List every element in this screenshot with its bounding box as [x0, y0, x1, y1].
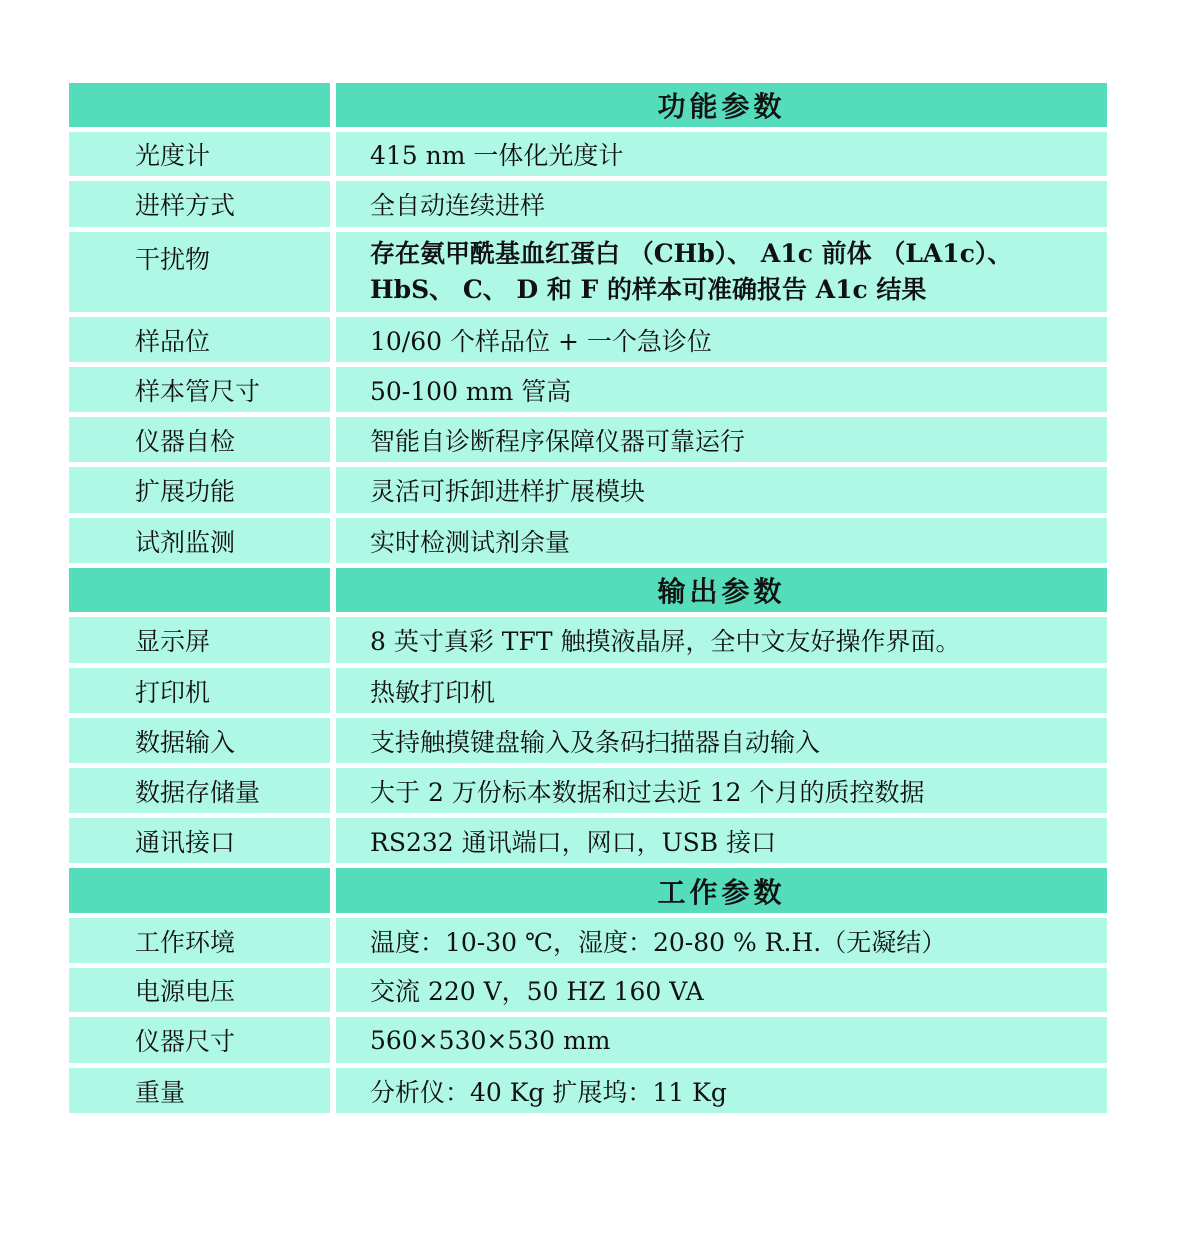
row-label: 仪器尺寸: [69, 1017, 330, 1063]
row-value: 温度：10-30 ℃，湿度：20-80 % R.H.（无凝结）: [336, 918, 1107, 963]
row-value: 全自动连续进样: [336, 181, 1107, 227]
row-value: 实时检测试剂余量: [336, 518, 1107, 563]
table-row: [69, 232, 1107, 312]
row-label: 数据存储量: [69, 768, 330, 813]
section-header-work: [69, 868, 1107, 913]
row-value: 交流 220 V，50 HZ 160 VA: [336, 968, 1107, 1012]
section-title: 工作参数: [336, 868, 1107, 913]
row-label: 进样方式: [69, 181, 330, 227]
row-label: 仪器自检: [69, 417, 330, 462]
section-header-output: [69, 568, 1107, 612]
row-label: 扩展功能: [69, 467, 330, 513]
table-row: [69, 1068, 1107, 1113]
row-value: 50-100 mm 管高: [336, 367, 1107, 412]
table-row: [69, 818, 1107, 863]
header-label-cell: [69, 868, 330, 913]
row-value: 灵活可拆卸进样扩展模块: [336, 467, 1107, 513]
table-row: [69, 417, 1107, 462]
row-label: 试剂监测: [69, 518, 330, 563]
row-label: 数据输入: [69, 718, 330, 763]
row-value: [336, 232, 1107, 312]
row-label: 干扰物: [69, 232, 330, 312]
table-row: [69, 668, 1107, 713]
row-value: 热敏打印机: [336, 668, 1107, 713]
row-value: 10/60 个样品位 + 一个急诊位: [336, 317, 1107, 362]
table-row: [69, 768, 1107, 813]
table-row: [69, 718, 1107, 763]
table-row: [69, 1017, 1107, 1063]
row-value: 415 nm 一体化光度计: [336, 132, 1107, 176]
spec-table: [69, 83, 1107, 1118]
row-label: 通讯接口: [69, 818, 330, 863]
header-label-cell: [69, 83, 330, 127]
row-label: 样品位: [69, 317, 330, 362]
table-row: [69, 518, 1107, 563]
row-label: 显示屏: [69, 617, 330, 663]
row-label: 电源电压: [69, 968, 330, 1012]
table-row: [69, 317, 1107, 362]
table-row: [69, 617, 1107, 663]
row-value: 分析仪：40 Kg 扩展坞：11 Kg: [336, 1068, 1107, 1113]
table-row: [69, 132, 1107, 176]
table-row: [69, 918, 1107, 963]
header-label-cell: [69, 568, 330, 612]
section-title: 功能参数: [336, 83, 1107, 127]
row-label: 打印机: [69, 668, 330, 713]
table-row: [69, 181, 1107, 227]
row-value: 560×530×530 mm: [336, 1017, 1107, 1063]
row-label: 光度计: [69, 132, 330, 176]
row-value: RS232 通讯端口，网口，USB 接口: [336, 818, 1107, 863]
row-label: 样本管尺寸: [69, 367, 330, 412]
row-value: 支持触摸键盘输入及条码扫描器自动输入: [336, 718, 1107, 763]
section-title: 输出参数: [336, 568, 1107, 612]
row-label: 重量: [69, 1068, 330, 1113]
row-value: 8 英寸真彩 TFT 触摸液晶屏，全中文友好操作界面。: [336, 617, 1107, 663]
table-row: [69, 467, 1107, 513]
section-header-function: [69, 83, 1107, 127]
row-value: 智能自诊断程序保障仪器可靠运行: [336, 417, 1107, 462]
row-label: 工作环境: [69, 918, 330, 963]
row-value-line: HbS、 C、 D 和 F 的样本可准确报告 A1c 结果: [370, 275, 927, 304]
row-value-line: 存在氨甲酰基血红蛋白 （CHb）、 A1c 前体 （LA1c）、: [370, 239, 1013, 268]
table-row: [69, 367, 1107, 412]
table-row: [69, 968, 1107, 1012]
row-value: 大于 2 万份标本数据和过去近 12 个月的质控数据: [336, 768, 1107, 813]
